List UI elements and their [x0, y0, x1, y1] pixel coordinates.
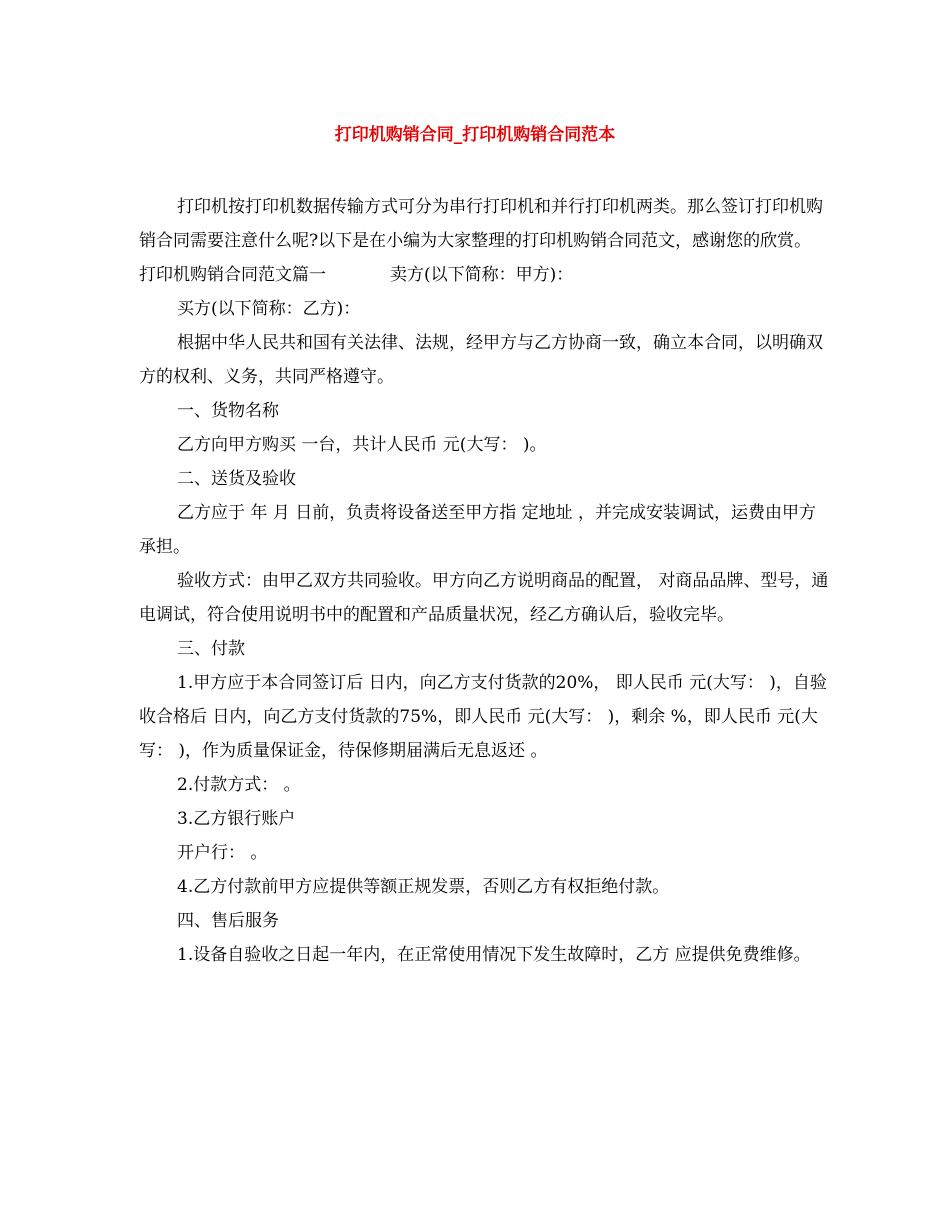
- clause-paragraph: 4.乙方付款前甲方应提供等额正规发票，否则乙方有权拒绝付款。: [177, 877, 670, 897]
- clause-paragraph: 2.付款方式： 。: [177, 775, 301, 795]
- section-heading: 三、付款: [177, 639, 245, 659]
- sample-heading-line: [139, 258, 829, 292]
- clause-paragraph: 1.设备自验收之日起一年内，在正常使用情况下发生故障时，乙方 应提供免费维修。: [177, 945, 811, 965]
- preamble-paragraph: 根据中华人民共和国有关法律、法规，经甲方与乙方协商一致，确立本合同，以明确双方的权利、义务，共同严格遵守。: [139, 333, 823, 387]
- clause-paragraph: 验收方式：由甲乙双方共同验收。甲方向乙方说明商品的配置， 对商品品牌、型号，通电调试，符合使用说明书中的配置和产品质量状况，经乙方确认后，验收完毕。: [139, 571, 829, 625]
- clause-paragraph: 3.乙方银行账户: [177, 809, 296, 829]
- document-body: [139, 190, 829, 972]
- document-title: 打印机购销合同_打印机购销合同范本: [334, 125, 616, 145]
- sample-heading: 打印机购销合同范文篇一: [139, 265, 326, 285]
- section-heading: 一、货物名称: [177, 401, 279, 421]
- intro-paragraph: 打印机按打印机数据传输方式可分为串行打印机和并行打印机两类。那么签订打印机购销合同需要注意什么呢?以下是在小编为大家整理的打印机购销合同范文，感谢您的欣赏。: [139, 197, 823, 251]
- seller-label: 卖方(以下简称：甲方)：: [390, 265, 574, 285]
- clause-paragraph: 乙方向甲方购买 一台，共计人民币 元(大写： )。: [177, 435, 547, 455]
- clause-paragraph: 1.甲方应于本合同签订后 日内，向乙方支付货款的20%， 即人民币 元(大写： )，自验收合格后 日内，向乙方支付货款的75%，即人民币 元(大写： )，剩余 %，即人民币 元(大写： )，作为质量保证金，待保修期届满后无息返还 。: [139, 673, 827, 761]
- clause-paragraph: 开户行： 。: [177, 843, 268, 863]
- section-heading: 二、送货及验收: [177, 469, 296, 489]
- buyer-label: 买方(以下简称：乙方)：: [177, 299, 361, 319]
- clause-paragraph: 乙方应于 年 月 日前，负责将设备送至甲方指 定地址 ，并完成安装调试，运费由甲方承担。: [139, 503, 817, 557]
- section-heading: 四、售后服务: [177, 911, 279, 931]
